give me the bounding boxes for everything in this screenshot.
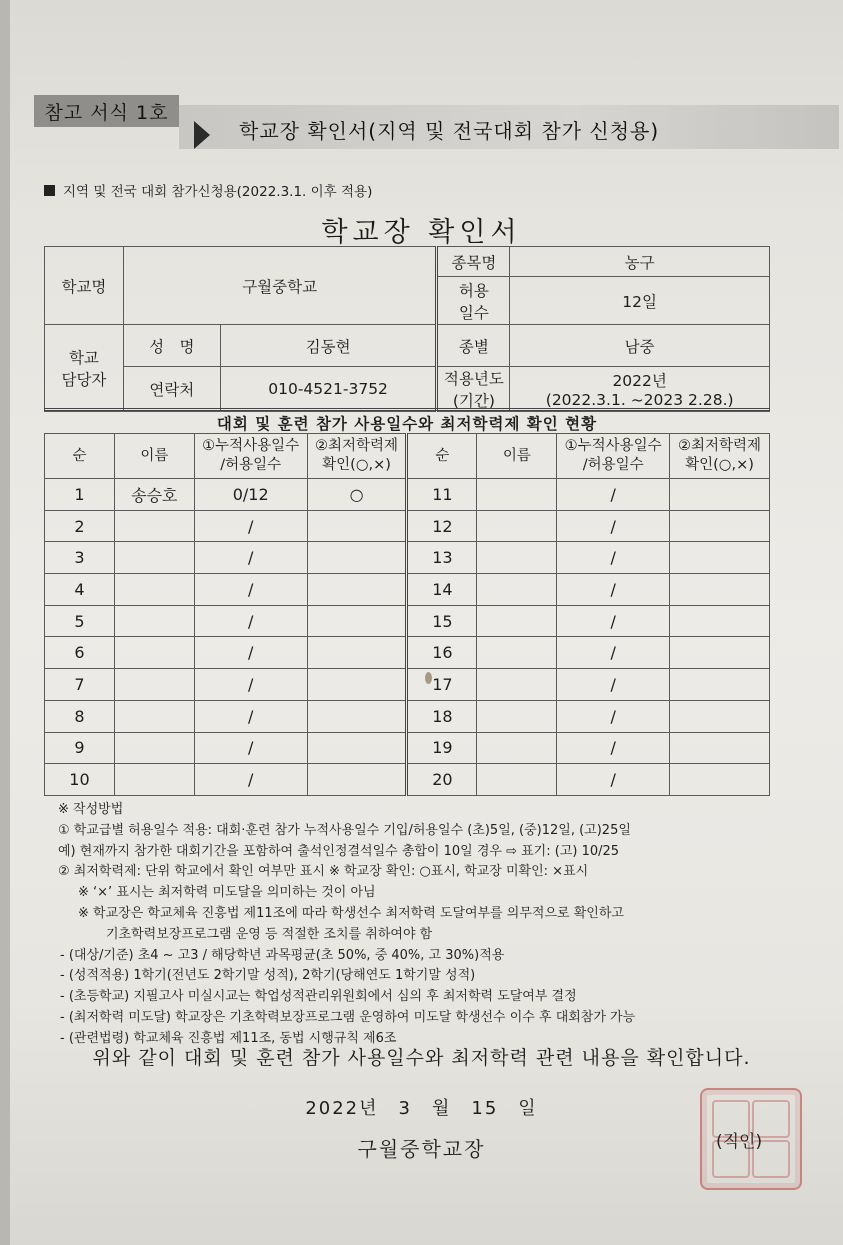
- col-header-days: ①누적사용일수 /허용일수: [194, 434, 307, 479]
- category-label: 종별: [437, 325, 510, 367]
- minimum-grade-check: [670, 574, 770, 606]
- school-label: 학교명: [45, 247, 124, 325]
- student-name: [477, 637, 557, 669]
- row-number: 5: [45, 605, 115, 637]
- days-used: /: [194, 574, 307, 606]
- days-used: /: [557, 700, 670, 732]
- row-number: 6: [45, 637, 115, 669]
- minimum-grade-check: [307, 574, 407, 606]
- days-used: /: [557, 605, 670, 637]
- manager-label: 학교 담당자: [45, 325, 124, 412]
- days-used: /: [557, 574, 670, 606]
- minimum-grade-check: [670, 542, 770, 574]
- instruction-line: - (초등학교) 지필고사 미실시교는 학업성적관리위원회에서 심의 후 최저학력 도달여부 결정: [60, 989, 577, 1005]
- form-title: 학교장 확인서(지역 및 전국대회 참가 신청용): [239, 119, 660, 143]
- student-name: [114, 637, 194, 669]
- row-number: 4: [45, 574, 115, 606]
- minimum-grade-check: [307, 669, 407, 701]
- signing-date: 2022년 3 월 15 일: [305, 1098, 538, 1119]
- minimum-grade-check: ○: [307, 479, 407, 511]
- square-bullet-icon: [44, 185, 55, 196]
- row-number: 13: [407, 542, 477, 574]
- student-name: [114, 732, 194, 764]
- minimum-grade-check: [670, 637, 770, 669]
- row-number: 7: [45, 669, 115, 701]
- minimum-grade-check: [670, 605, 770, 637]
- minimum-grade-check: [670, 479, 770, 511]
- table-row: [45, 510, 770, 542]
- days-used: /: [557, 732, 670, 764]
- student-name: [114, 764, 194, 796]
- minimum-grade-check: [670, 700, 770, 732]
- row-number: 12: [407, 510, 477, 542]
- student-name: [114, 700, 194, 732]
- student-name: [114, 510, 194, 542]
- student-name: [114, 605, 194, 637]
- minimum-grade-check: [307, 605, 407, 637]
- col-header-name: 이름: [477, 434, 557, 479]
- row-number: 3: [45, 542, 115, 574]
- document-title: 학교장 확인서: [321, 217, 522, 248]
- row-number: 16: [407, 637, 477, 669]
- row-number: 10: [45, 764, 115, 796]
- table-row: [45, 669, 770, 701]
- instruction-line: 예) 현재까지 참가한 대회기간을 포함하여 출석인정결석일수 총합이 10일 경우 ⇨ 표기: (고) 10/25: [58, 843, 620, 859]
- applicable-year-label: 적용년도 (기간): [437, 367, 510, 412]
- allowed-days-label: 허용 일수: [437, 277, 510, 325]
- row-number: 11: [407, 479, 477, 511]
- days-used: /: [194, 764, 307, 796]
- row-number: 1: [45, 479, 115, 511]
- contact-value: 010-4521-3752: [220, 367, 437, 412]
- section-title: 대회 및 훈련 참가 사용일수와 최저학력제 확인 현황: [44, 408, 770, 437]
- col-header-days: ①누적사용일수 /허용일수: [557, 434, 670, 479]
- col-header-check: ②최저학력제 확인(○,×): [670, 434, 770, 479]
- minimum-grade-check: [670, 510, 770, 542]
- instructions-title: ※ 작성방법: [58, 802, 124, 817]
- seal-label: (직인): [716, 1132, 763, 1152]
- student-name: [114, 542, 194, 574]
- reference-form-tag: 참고 서식 1호: [34, 95, 179, 127]
- form-header: [34, 95, 839, 155]
- row-number: 8: [45, 700, 115, 732]
- table-row: [45, 574, 770, 606]
- student-name: [477, 542, 557, 574]
- instructions: [58, 800, 798, 1050]
- row-number: 2: [45, 510, 115, 542]
- minimum-grade-check: [670, 764, 770, 796]
- student-name: [477, 732, 557, 764]
- col-header-no: 순: [45, 434, 115, 479]
- days-used: 0/12: [194, 479, 307, 511]
- minimum-grade-check: [670, 669, 770, 701]
- school-value: 구월중학교: [123, 247, 437, 325]
- category-value: 남중: [510, 325, 770, 367]
- days-used: /: [557, 669, 670, 701]
- days-used: /: [194, 637, 307, 669]
- minimum-grade-check: [307, 700, 407, 732]
- name-label: 성 명: [123, 325, 220, 367]
- info-table: [44, 246, 770, 412]
- col-header-name: 이름: [114, 434, 194, 479]
- days-used: /: [557, 542, 670, 574]
- minimum-grade-check: [307, 637, 407, 669]
- principal-signature: 구월중학교장: [357, 1137, 486, 1161]
- instruction-line: 기초학력보장프로그램 운영 등 적절한 조치를 취하여야 함: [106, 926, 433, 942]
- row-number: 18: [407, 700, 477, 732]
- instruction-line: ※ 학교장은 학교체육 진흥법 제11조에 따라 학생선수 최저학력 도달여부를 의무적으로 확인하고: [78, 905, 624, 921]
- table-row: [45, 479, 770, 511]
- table-row: [45, 764, 770, 796]
- row-number: 14: [407, 574, 477, 606]
- row-number: 20: [407, 764, 477, 796]
- form-subtitle: [44, 180, 372, 200]
- instruction-line: - (관련법령) 학교체육 진흥법 제11조, 동법 시행규칙 제6조: [60, 1030, 397, 1046]
- days-used: /: [557, 479, 670, 511]
- days-used: /: [557, 637, 670, 669]
- subtitle-text: 지역 및 전국 대회 참가신청용(2022.3.1. 이후 적용): [63, 184, 373, 200]
- instruction-line: - (최저학력 미도달) 학교장은 기초학력보장프로그램 운영하여 미도달 학생선수 이수 후 대회참가 가능: [60, 1009, 636, 1025]
- applicable-year-value: 2022년 (2022.3.1. ~2023 2.28.): [510, 367, 770, 412]
- days-used: /: [557, 764, 670, 796]
- name-value: 김동현: [220, 325, 437, 367]
- table-row: [45, 732, 770, 764]
- days-used: /: [194, 700, 307, 732]
- instruction-line: ② 최저학력제: 단위 학교에서 확인 여부만 표시 ※ 학교장 확인: ○표시, 학교장 미확인: ×표시: [58, 864, 589, 880]
- instruction-line: - (대상/기준) 초4 ~ 고3 / 해당학년 과목평균(초 50%, 중 40%, 고 30%)적용: [60, 947, 505, 963]
- event-value: 농구: [510, 247, 770, 277]
- instruction-line: ※ ‘×’ 표시는 최저학력 미도달을 의미하는 것이 아님: [78, 885, 376, 901]
- days-used: /: [194, 542, 307, 574]
- minimum-grade-check: [670, 732, 770, 764]
- row-number: 15: [407, 605, 477, 637]
- arrow-icon: [194, 121, 210, 149]
- days-used: /: [194, 669, 307, 701]
- event-label: 종목명: [437, 247, 510, 277]
- minimum-grade-check: [307, 542, 407, 574]
- student-name: [477, 700, 557, 732]
- student-name: [477, 479, 557, 511]
- minimum-grade-check: [307, 510, 407, 542]
- student-name: [477, 574, 557, 606]
- days-used: /: [194, 605, 307, 637]
- allowed-days-value: 12일: [510, 277, 770, 325]
- row-number: 9: [45, 732, 115, 764]
- days-used: /: [194, 732, 307, 764]
- row-number: 17: [407, 669, 477, 701]
- col-header-check: ②최저학력제 확인(○,×): [307, 434, 407, 479]
- days-used: /: [194, 510, 307, 542]
- student-name: [114, 574, 194, 606]
- student-name: [477, 669, 557, 701]
- minimum-grade-check: [307, 732, 407, 764]
- student-name: [114, 669, 194, 701]
- table-row: [45, 542, 770, 574]
- student-name: [477, 764, 557, 796]
- instruction-line: - (성적적용) 1학기(전년도 2학기말 성적), 2학기(당해연도 1학기말 성적): [60, 968, 476, 984]
- table-row: [45, 700, 770, 732]
- days-used: /: [557, 510, 670, 542]
- table-row: [45, 605, 770, 637]
- confirmation-statement: 위와 같이 대회 및 훈련 참가 사용일수와 최저학력 관련 내용을 확인합니다.: [92, 1047, 751, 1069]
- instruction-line: ① 학교급별 허용일수 적용: 대회·훈련 참가 누적사용일수 기입/허용일수 (초)5일, (중)12일, (고)25일: [58, 822, 631, 838]
- col-header-no: 순: [407, 434, 477, 479]
- contact-label: 연락처: [123, 367, 220, 412]
- student-name: [477, 605, 557, 637]
- student-name: 송승호: [114, 479, 194, 511]
- participation-table: [44, 433, 770, 796]
- student-name: [477, 510, 557, 542]
- minimum-grade-check: [307, 764, 407, 796]
- paper-stain: [425, 672, 432, 684]
- table-row: [45, 637, 770, 669]
- row-number: 19: [407, 732, 477, 764]
- table-header-row: [45, 434, 770, 479]
